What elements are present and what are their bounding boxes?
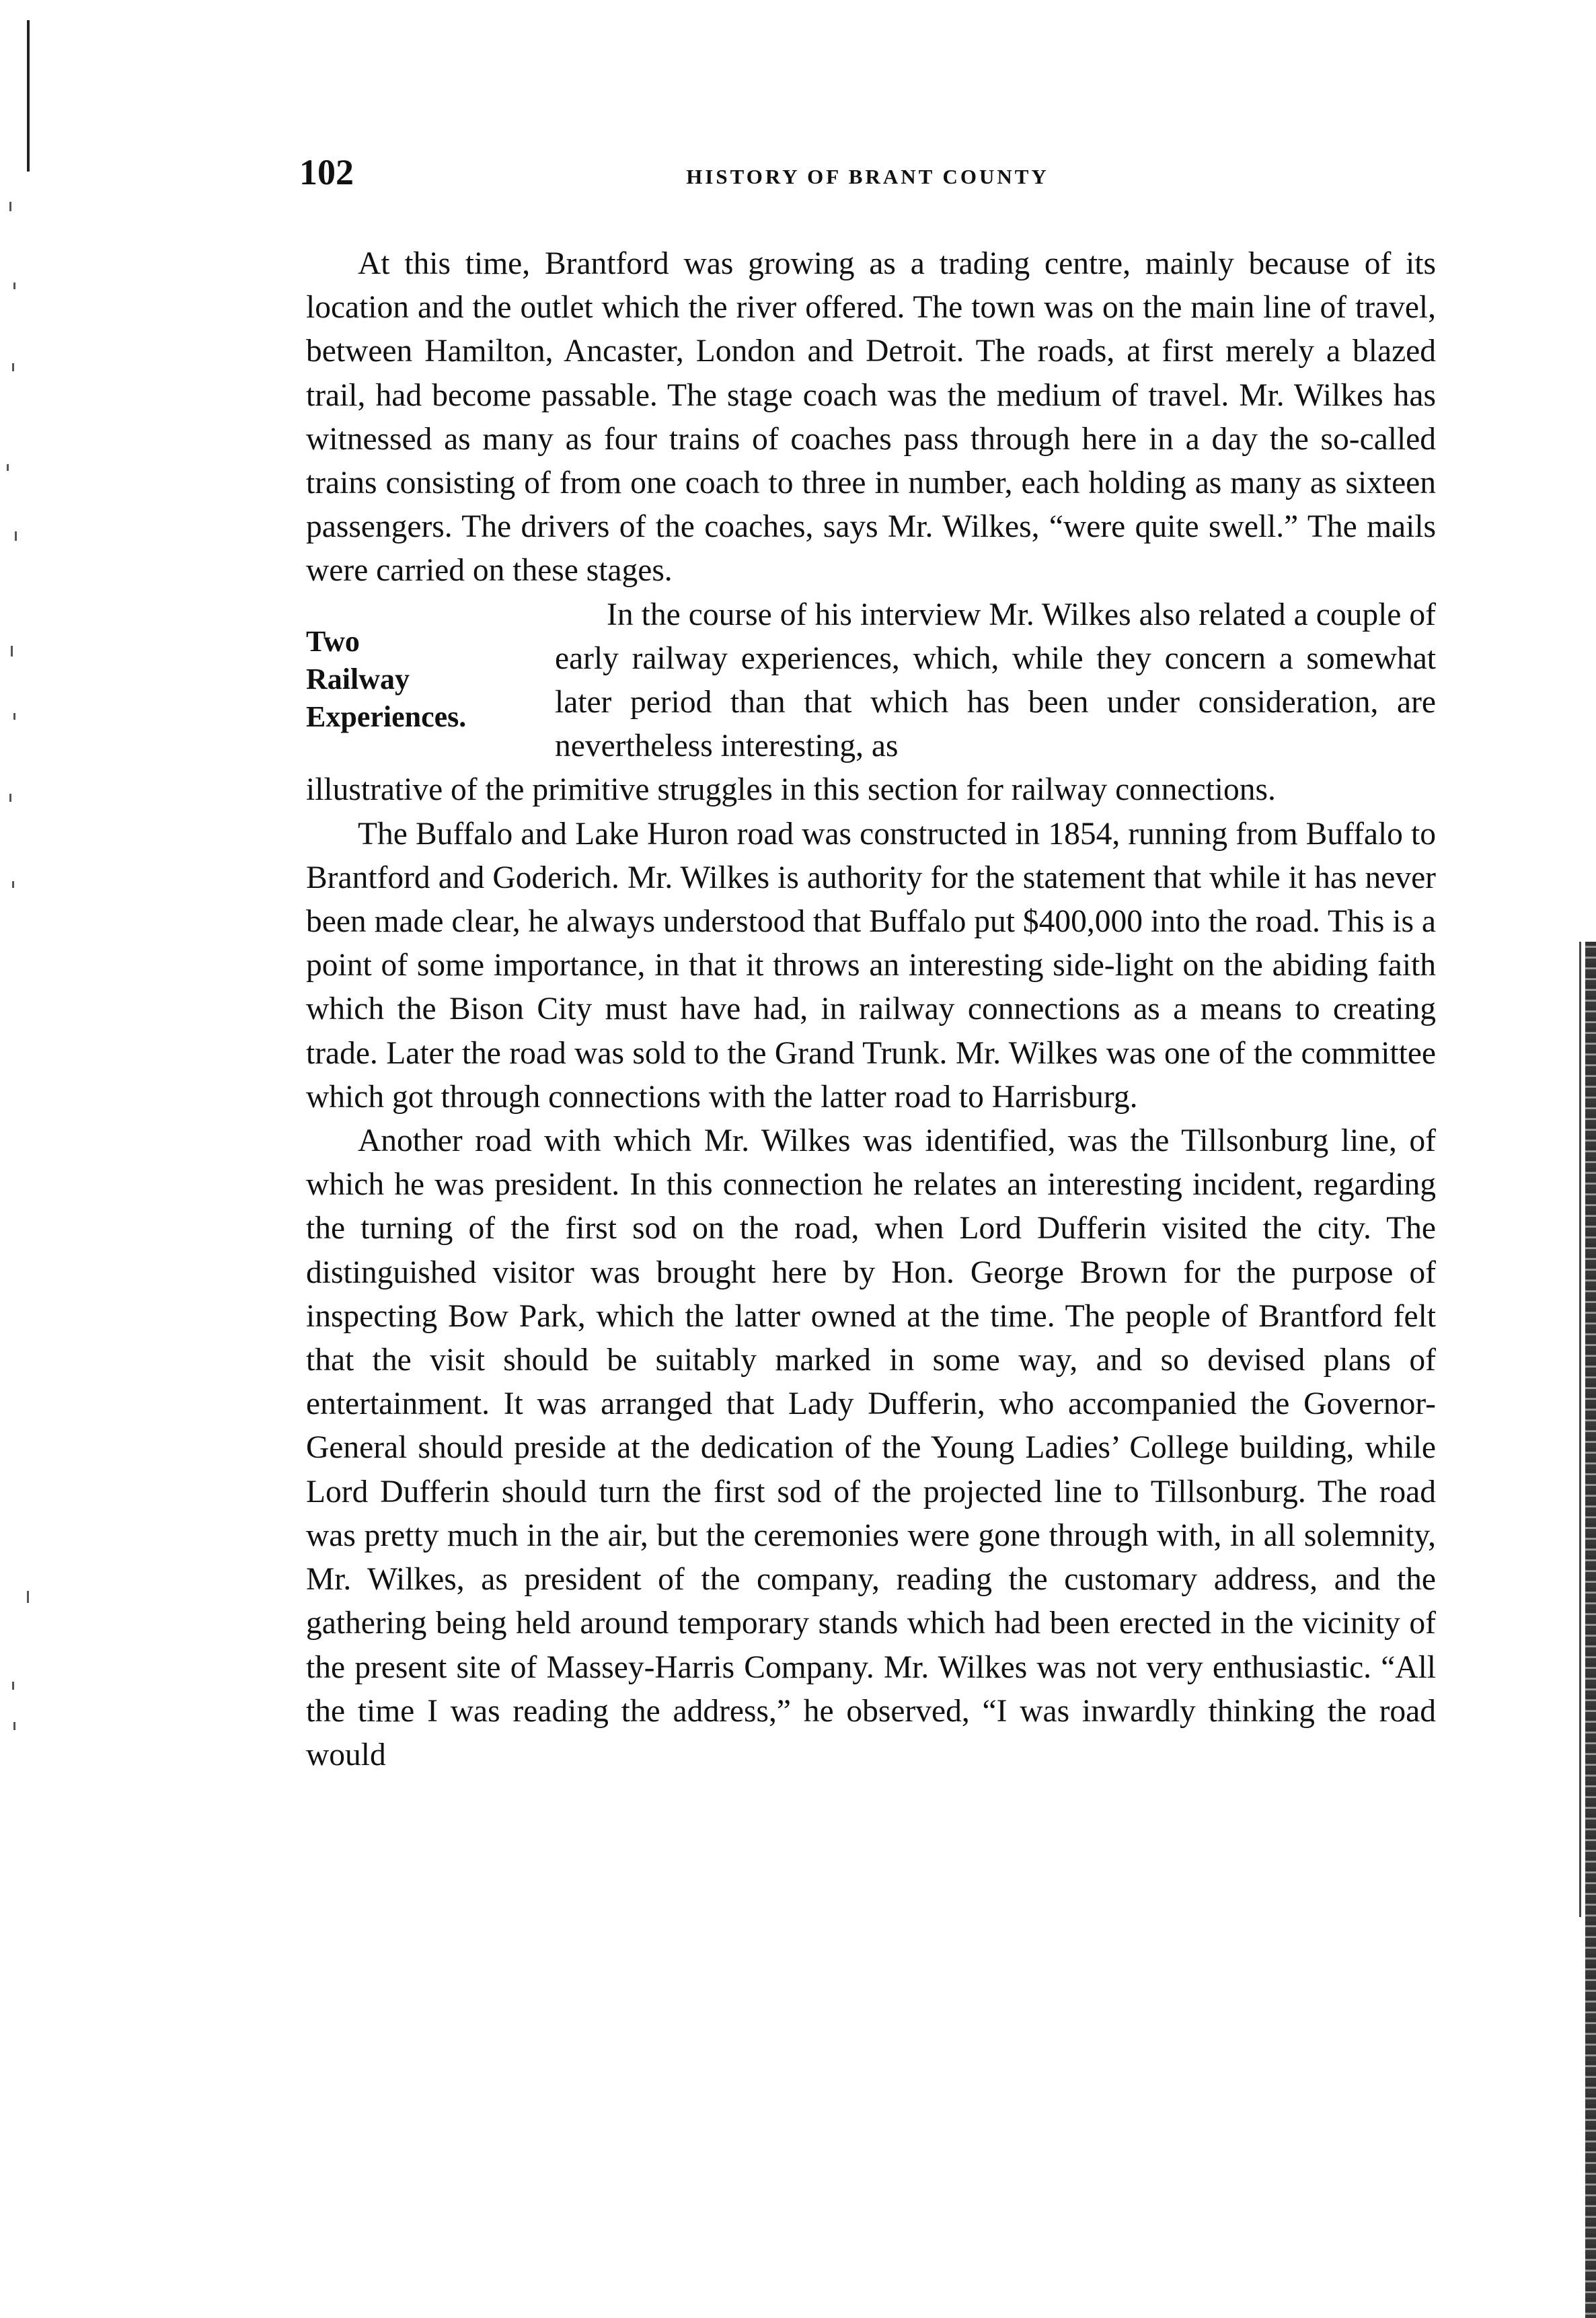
paragraph-1: At this time, Brantford was growing as a trading centre, mainly because of its location and the outlet which the river offered. The town was on the main line of travel, between Hamilton, Ancaster, London and Detroit. The roads, at first merely a blazed trail, had become passable. The stage coach was the medium of travel. Mr. Wilkes has witnessed as many as four trains of coaches pass through here in a day the so-called trains consisting of from one coach to three in number, each holding as many as sixteen passengers. The drivers of the coaches, says Mr. Wilkes, “were quite swell.” The mails were carried on these stages. <box>306 246 1436 589</box>
body-text <box>306 242 1436 1777</box>
page-number: 102 <box>299 152 354 192</box>
page-header <box>299 151 1436 198</box>
scan-binding-edge <box>1585 942 1596 2318</box>
sidenote-block <box>306 593 1436 769</box>
marginal-note: Two Railway Experiences. <box>306 624 467 733</box>
running-title: HISTORY OF BRANT COUNTY <box>686 165 1049 188</box>
paragraph-3: The Buffalo and Lake Huron road was constructed in 1854, running from Buffalo to Brantford and Goderich. Mr. Wilkes is authority for the statement that while it has never been made clear, he always understood that Buffalo put $400,000 into the road. This is a point of some importance, in that it throws an interesting side-light on the abiding faith which the Bison City must have had, in railway connections as a means to creating trade. Later the road was sold to the Grand Trunk. Mr. Wilkes was one of the committee which got through connections with the latter road to Harrisburg. <box>306 816 1436 1115</box>
scan-edge-specks <box>0 0 40 2318</box>
paragraph-2-beside-note: In the course of his interview Mr. Wilkes also related a couple of early railway experiences, which, while they concern a somewhat later period than that which has been under consideration, are nevertheless interesting, as <box>555 597 1436 764</box>
scan-binding-line <box>1579 942 1581 1917</box>
paragraph-4: Another road with which Mr. Wilkes was identified, was the Tillsonburg line, of which he was president. In this connection he relates an interesting incident, regarding the turning of the first sod on the road, when Lord Dufferin visited the city. The distinguished visitor was brought here by Hon. George Brown for the purpose of inspecting Bow Park, which the latter owned at the time. The people of Brantford felt that the visit should be suitably marked in some way, and so devised plans of entertainment. It was arranged that Lady Dufferin, who accompanied the Governor-General should preside at the dedication of the Young Ladies’ College building, while Lord Dufferin should turn the first sod of the projected line to Tillsonburg. The road was pretty much in the air, but the ceremonies were gone through with, in all solemnity, Mr. Wilkes, as president of the company, reading the customary address, and the gathering being held around temporary stands which had been erected in the vicinity of the present site of Massey-Harris Company. Mr. Wilkes was not very enthusiastic. “All the time I was reading the address,” he observed, “I was inwardly thinking the road would <box>306 1123 1436 1772</box>
paragraph-2-continuation: illustrative of the primitive struggles in this section for railway connections. <box>306 772 1276 808</box>
